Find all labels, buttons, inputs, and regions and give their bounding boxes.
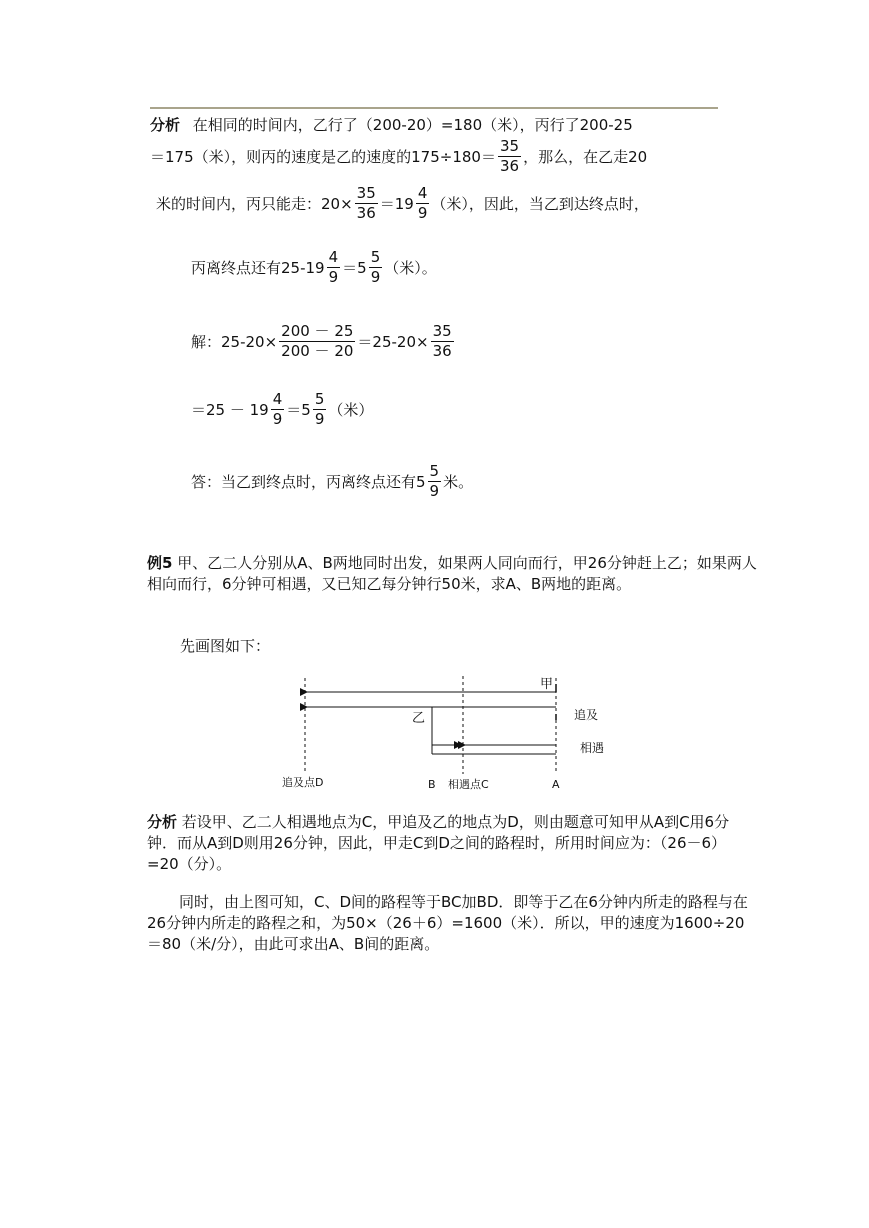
analysis1-line3-c: （米），因此，当乙到达终点时，: [431, 194, 649, 213]
draw-intro: 先画图如下：: [180, 637, 271, 655]
example5-paragraph: [147, 553, 757, 595]
fraction-numerator: 5: [370, 247, 381, 266]
fraction-numerator: 35: [432, 321, 452, 340]
paragraph-3-text: 同时，由上图可知，C、D间的路程等于BC加BD．即等于乙在6分钟内所走的路程与在26分钟内所走的路程之和，为50×（26＋6）=1600（米）．所以，甲的速度为1600÷20＝80（米/分），由此可求出A、B间的距离。: [147, 893, 748, 953]
solution-line: [191, 318, 456, 364]
remain-line: [191, 246, 437, 288]
fraction-200-25-over-200-20: [279, 321, 355, 360]
fraction-denominator: 9: [328, 267, 339, 286]
fraction-numerator: 35: [499, 136, 520, 155]
solution2-line: [191, 387, 373, 431]
solution-a: 解：25-20×: [191, 332, 278, 351]
fraction-35-36: [498, 136, 521, 175]
analysis1-line3-b: ＝19: [379, 194, 414, 213]
fraction-denominator: 9: [314, 409, 325, 428]
label-point-c: 相遇点C: [448, 778, 489, 791]
fraction-5-9: [369, 247, 383, 286]
label-xiangyu: 相遇: [580, 741, 605, 755]
analysis1-line3-a: 米的时间内，丙只能走：20×: [156, 194, 353, 213]
analysis1-line3: [156, 182, 649, 224]
fraction-numerator: 200 － 25: [281, 321, 354, 340]
answer-b: 米。: [443, 472, 474, 491]
label-yi: 乙: [412, 711, 426, 726]
fraction-4-9: [416, 183, 430, 222]
fraction-numerator: 4: [328, 247, 339, 266]
fraction-denominator: 9: [429, 481, 440, 500]
analysis1-line1: [150, 114, 633, 135]
label-point-d: 追及点D: [282, 776, 324, 789]
fraction-denominator: 9: [417, 203, 428, 222]
solution2-c: （米）: [328, 400, 374, 419]
fraction-35-36: [431, 321, 454, 360]
fraction-numerator: 5: [314, 389, 325, 408]
fraction-denominator: 200 － 20: [281, 341, 354, 360]
motion-diagram: [270, 670, 630, 800]
analysis2-text: 若设甲、乙二人相遇地点为C，甲追及乙的地点为D，则由题意可知甲从A到C用6分钟．而从A到D则用26分钟，因此，甲走C到D之间的路程时，所用时间应为：（26－6）=20（分）。: [147, 813, 730, 873]
analysis1-line2-b: ，那么，在乙走20: [523, 147, 648, 166]
fraction-35-36: [355, 183, 378, 222]
analysis1-line2-a: ＝175（米），则丙的速度是乙的速度的175÷180＝: [150, 147, 496, 166]
top-rule: [150, 107, 718, 109]
fraction-numerator: 4: [417, 183, 428, 202]
answer-a: 答：当乙到终点时，丙离终点还有5: [191, 472, 426, 491]
analysis1-line2: [150, 136, 647, 176]
fraction-5-9: [313, 389, 327, 428]
fraction-numerator: 35: [356, 183, 376, 202]
analysis2-paragraph: [147, 812, 757, 875]
analysis1-line1-text: 在相同的时间内，乙行了（200-20）=180（米），丙行了200-25: [192, 116, 633, 134]
analysis1-label: 分析: [150, 116, 181, 134]
fraction-numerator: 4: [272, 389, 283, 408]
solution-b: ＝25-20×: [357, 332, 429, 351]
label-jia: 甲: [540, 677, 554, 692]
analysis2-label: 分析: [147, 813, 178, 831]
solution2-b: ＝5: [286, 400, 311, 419]
answer-line: [191, 459, 473, 503]
example5-text: 甲、乙二人分别从A、B两地同时出发，如果两人同向而行，甲26分钟赶上乙；如果两人相向而行，6分钟可相遇，又已知乙每分钟行50米，求A、B两地的距离。: [147, 554, 757, 593]
paragraph-3: [147, 892, 757, 955]
fraction-4-9: [327, 247, 341, 286]
fraction-5-9: [428, 461, 442, 500]
fraction-numerator: 5: [429, 461, 440, 480]
fraction-denominator: 36: [432, 341, 452, 360]
label-zhuiji: 追及: [574, 708, 599, 722]
fraction-denominator: 9: [370, 267, 381, 286]
fraction-denominator: 36: [499, 156, 520, 175]
example5-label: 例5: [147, 554, 173, 572]
remain-b: ＝5: [342, 258, 367, 277]
fraction-denominator: 9: [272, 409, 283, 428]
solution2-a: ＝25 － 19: [191, 400, 269, 419]
fraction-denominator: 36: [356, 203, 376, 222]
label-point-a: A: [552, 778, 560, 791]
remain-c: （米）。: [384, 258, 437, 277]
remain-a: 丙离终点还有25-19: [191, 258, 325, 277]
fraction-4-9: [271, 389, 285, 428]
label-point-b: B: [428, 778, 436, 791]
